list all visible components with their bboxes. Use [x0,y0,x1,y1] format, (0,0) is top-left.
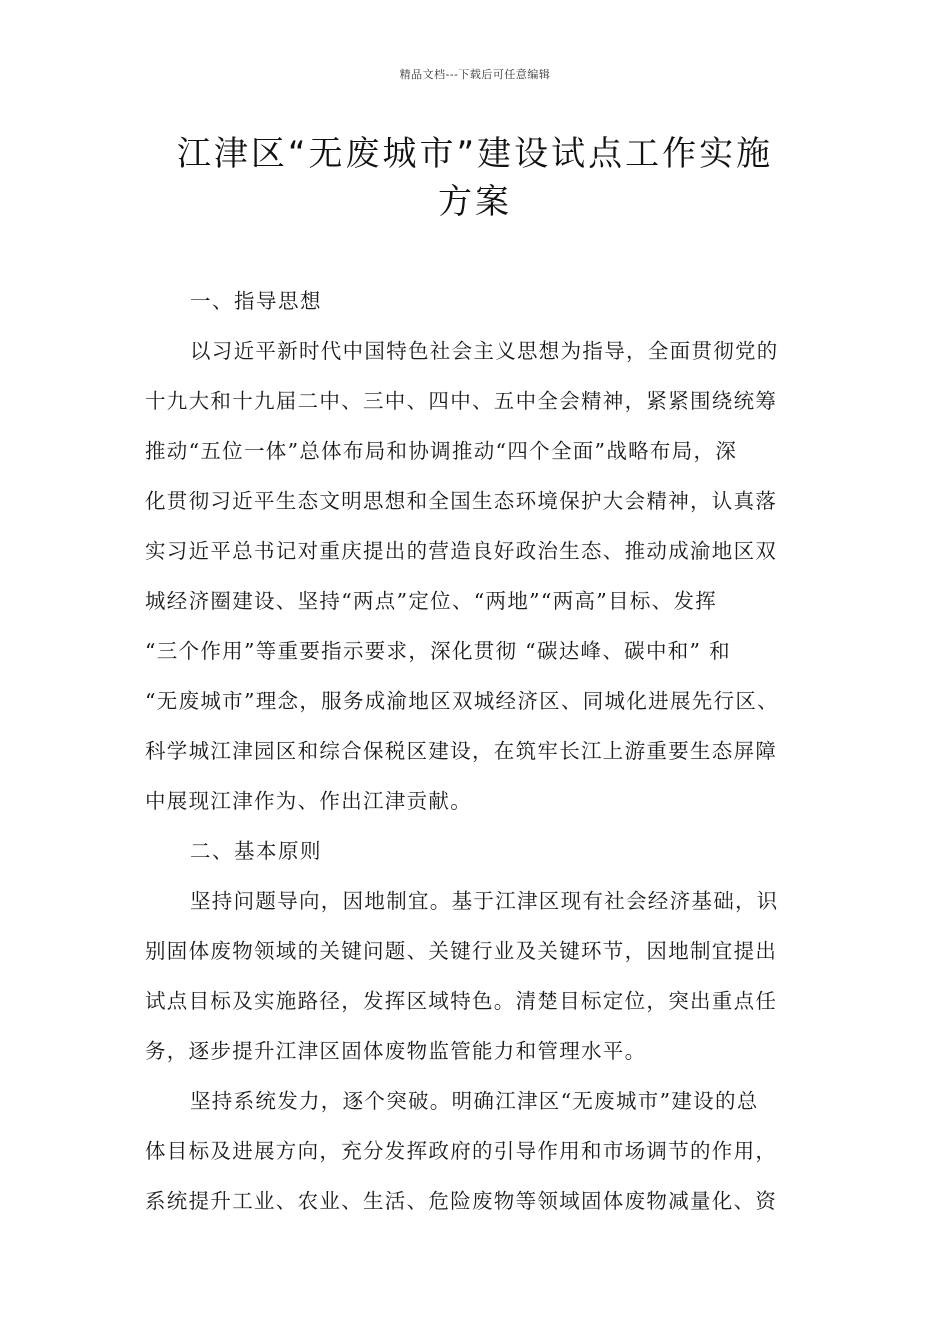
paragraph-line: 城经济圈建设、坚持“两点”定位、“两地”“两高”目标、发挥 [145,589,718,613]
paragraph-line: 系统提升工业、农业、生活、危险废物等领域固体废物减量化、资 [145,1189,778,1213]
paragraph-line: “三个作用”等重要指示要求，深化贯彻 “碳达峰、碳中和” 和 [145,639,731,663]
paragraph-line: 试点目标及实施路径，发挥区域特色。清楚目标定位，突出重点任 [145,989,778,1013]
paragraph-line: 以习近平新时代中国特色社会主义思想为指导，全面贯彻党的 [190,339,779,363]
paragraph-line: 务，逐步提升江津区固体废物监管能力和管理水平。 [145,1039,647,1063]
title-line-1: 江津区“无废城市”建设试点工作实施 [176,134,774,174]
paragraph-line: 实习近平总书记对重庆提出的营造良好政治生态、推动成渝地区双 [145,539,778,563]
section-heading-basic-principles: 二、基本原则 [190,839,322,863]
paragraph-line: 体目标及进展方向，充分发挥政府的引导作用和市场调节的作用， [145,1139,778,1163]
paragraph-line: “无废城市”理念，服务成渝地区双城经济区、同城化进展先行区、 [145,689,779,713]
document-title [140,130,810,226]
header-note: 精品文档---下载后可任意编辑 [399,68,551,81]
paragraph-line: 科学城江津园区和综合保税区建设，在筑牢长江上游重要生态屏障 [145,739,778,763]
paragraph-line: 中展现江津作为、作出江津贡献。 [145,789,472,813]
title-line-2: 方案 [438,182,512,222]
document-body [145,282,820,1232]
paragraph-line: 坚持系统发力，逐个突破。明确江津区“无废城市”建设的总 [190,1089,759,1113]
paragraph-line: 坚持问题导向，因地制宜。基于江津区现有社会经济基础，识 [190,889,779,913]
paragraph-line: 推动“五位一体”总体布局和协调推动“四个全面”战略布局，深 [145,439,738,463]
section-heading-guiding-ideology: 一、指导思想 [190,289,322,313]
paragraph-line: 化贯彻习近平生态文明思想和全国生态环境保护大会精神，认真落 [145,489,778,513]
paragraph-line: 别固体废物领域的关键问题、关键行业及关键环节，因地制宜提出 [145,939,778,963]
paragraph-line: 十九大和十九届二中、三中、四中、五中全会精神，紧紧围绕统筹 [145,389,778,413]
